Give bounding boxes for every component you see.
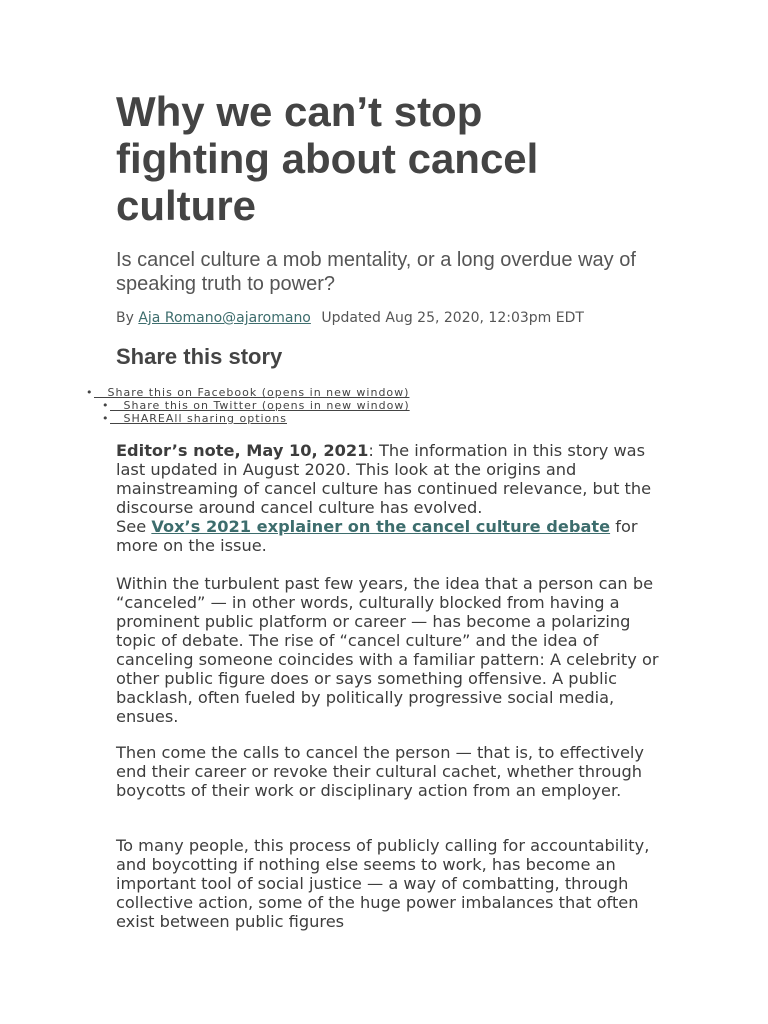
paragraph-2: Then come the calls to cancel the person — that is, to effectively end their career or revoke their cultural cachet, whether through boycotts of their work or disciplinary action from an employer. [116, 743, 645, 800]
bullet-icon: • [102, 412, 110, 425]
share-item-twitter [102, 399, 410, 412]
editors-note [116, 441, 661, 555]
updated-timestamp: Updated Aug 25, 2020, 12:03pm EDT [321, 310, 584, 326]
bullet-icon: • [86, 386, 94, 399]
share-item-all-options [102, 412, 287, 425]
share-heading: Share this story [116, 344, 283, 369]
paragraph-1: Within the turbulent past few years, the idea that a person can be “canceled” — in other words, culturally blocked from having a prominent public platform or career — has become a polarizing topic of debate. The rise of “cancel culture” and the idea of canceling someone coincides with a familiar pattern: A celebrity or other public figure does or says something offensive. A public backlash, often fueled by politically progressive social media, ensues. [116, 574, 659, 726]
article-title: Why we can’t stop fighting about cancel culture [116, 88, 539, 229]
editors-note-see: See [116, 517, 152, 536]
editors-note-after-link: for more on the issue. [116, 517, 638, 555]
byline [116, 310, 584, 326]
explainer-link[interactable]: Vox’s 2021 explainer on the cancel culture debate [151, 517, 611, 536]
article-subtitle: Is cancel culture a mob mentality, or a long overdue way of speaking truth to power? [116, 249, 636, 295]
paragraph-3: To many people, this process of publicly calling for accountability, and boycotting if nothing else seems to work, has become an important tool of social justice — a way of combatting, through collective action, some of the huge power imbalances that often exist between public figures [116, 836, 650, 931]
editors-note-text: : The information in this story was last updated in August 2020. This look at the origins and mainstreaming of cancel culture has continued relevance, but the discourse around cancel culture has evolved. [116, 441, 652, 517]
share-facebook-label: Share this on Facebook (opens in new window) [107, 386, 410, 399]
share-all-options-link[interactable] [110, 412, 287, 425]
editors-note-label: Editor’s note, May 10, 2021 [116, 441, 369, 460]
share-all-options-label: SHAREAll sharing options [123, 412, 287, 425]
share-item-facebook [86, 386, 409, 399]
share-twitter-link[interactable] [110, 399, 410, 412]
share-twitter-label: Share this on Twitter (opens in new window) [123, 399, 410, 412]
author-link[interactable]: Aja Romano@ajaromano [138, 310, 311, 326]
byline-by-label: By [116, 310, 134, 326]
share-facebook-link[interactable] [94, 386, 409, 399]
bullet-icon: • [102, 399, 110, 412]
